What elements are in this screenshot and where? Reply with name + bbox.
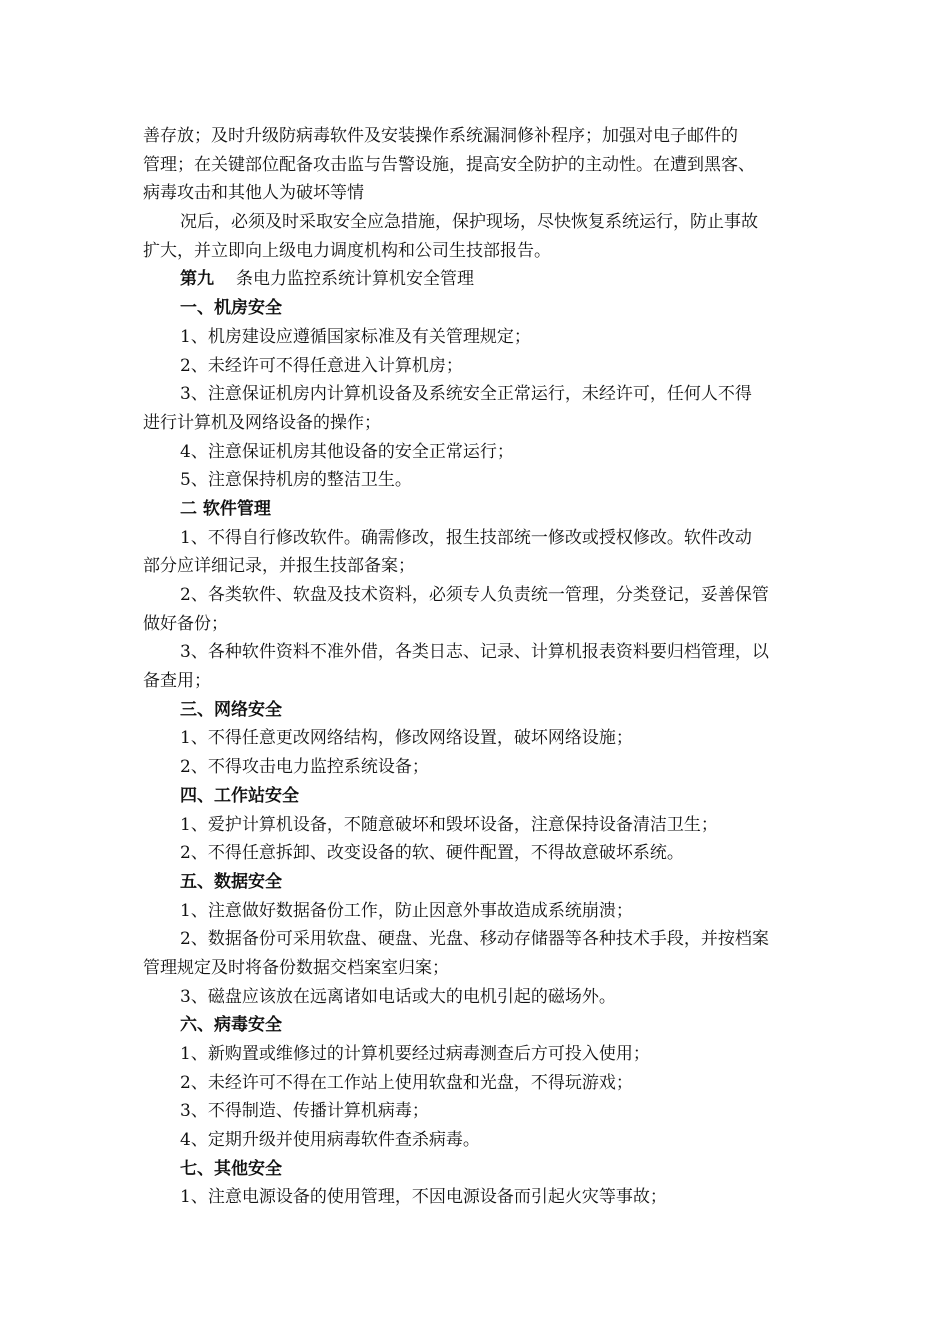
- intro-line-1: 善存放；及时升级防病毒软件及安装操作系统漏洞修补程序；加强对电子邮件的: [143, 126, 738, 146]
- section-software-line-6: 备查用；: [143, 671, 211, 692]
- section-heading-other: 七、其他安全: [180, 1158, 282, 1179]
- section-heading-network: 三、网络安全: [180, 699, 282, 720]
- section-software-line-3: 2、各类软件、软盘及技术资料，必须专人负责统一管理，分类登记，妥善保管: [180, 585, 769, 605]
- section-data-line-3: 管理规定及时将备份数据交档案室归案；: [143, 957, 449, 978]
- section-heading-data: 五、数据安全: [180, 871, 282, 892]
- section-data-line-1: 1、注意做好数据备份工作，防止因意外事故造成系统崩溃；: [180, 900, 633, 921]
- section-virus-line-4: 4、定期升级并使用病毒软件查杀病毒。: [180, 1130, 480, 1151]
- intro-line-3: 病毒攻击和其他人为破坏等情: [143, 183, 364, 204]
- section-virus-line-2: 2、未经许可不得在工作站上使用软盘和光盘，不得玩游戏；: [180, 1072, 633, 1093]
- article-title-text: 条电力监控系统计算机安全管理: [236, 269, 474, 290]
- section-workstation-line-2: 2、不得任意拆卸、改变设备的软、硬件配置，不得故意破坏系统。: [180, 843, 684, 864]
- intro-line-2: 管理；在关键部位配备攻击监与告警设施，提高安全防护的主动性。在遭到黑客、: [143, 154, 755, 175]
- document-page: [143, 122, 811, 1212]
- intro-line-4: 况后，必须及时采取安全应急措施，保护现场，尽快恢复系统运行，防止事故: [180, 212, 758, 233]
- section-data-line-4: 3、磁盘应该放在远离诸如电话或大的电机引起的磁场外。: [180, 986, 616, 1007]
- section-other-line-1: 1、注意电源设备的使用管理，不因电源设备而引起火灾等事故；: [180, 1187, 667, 1208]
- section-room-line-1: 1、机房建设应遵循国家标准及有关管理规定；: [180, 326, 531, 347]
- section-heading-workstation: 四、工作站安全: [180, 785, 299, 806]
- section-workstation-line-1: 1、爱护计算机设备，不随意破坏和毁坏设备，注意保持设备清洁卫生；: [180, 814, 718, 835]
- section-virus-line-3: 3、不得制造、传播计算机病毒；: [180, 1101, 429, 1122]
- article-number: 第九: [180, 269, 214, 290]
- intro-line-5: 扩大，并立即向上级电力调度机构和公司生技部报告。: [143, 240, 551, 261]
- section-heading-room: 一、机房安全: [180, 298, 282, 319]
- section-room-line-4: 进行计算机及网络设备的操作；: [143, 412, 381, 433]
- article-title: [143, 265, 811, 294]
- section-heading-virus: 六、病毒安全: [180, 1015, 282, 1036]
- section-software-line-5: 3、各种软件资料不准外借，各类日志、记录、计算机报表资料要归档管理，以: [180, 642, 769, 663]
- section-software-line-1: 1、不得自行修改软件。确需修改，报生技部统一修改或授权修改。软件改动: [180, 527, 752, 548]
- section-room-line-6: 5、注意保持机房的整洁卫生。: [180, 470, 412, 491]
- section-virus-line-1: 1、新购置或维修过的计算机要经过病毒测查后方可投入使用；: [180, 1044, 650, 1064]
- section-data-line-2: 2、数据备份可采用软盘、硬盘、光盘、移动存储器等各种技术手段，并按档案: [180, 929, 769, 950]
- section-network-line-2: 2、不得攻击电力监控系统设备；: [180, 757, 429, 778]
- section-room-line-2: 2、未经许可不得任意进入计算机房；: [180, 355, 463, 376]
- section-heading-software: 二 软件管理: [180, 498, 271, 519]
- section-room-line-5: 4、注意保证机房其他设备的安全正常运行；: [180, 441, 514, 462]
- section-software-line-2: 部分应详细记录，并报生技部备案；: [143, 556, 415, 577]
- section-network-line-1: 1、不得任意更改网络结构，修改网络设置，破坏网络设施；: [180, 728, 633, 749]
- section-room-line-3: 3、注意保证机房内计算机设备及系统安全正常运行，未经许可，任何人不得: [180, 384, 752, 405]
- section-software-line-4: 做好备份；: [143, 613, 228, 634]
